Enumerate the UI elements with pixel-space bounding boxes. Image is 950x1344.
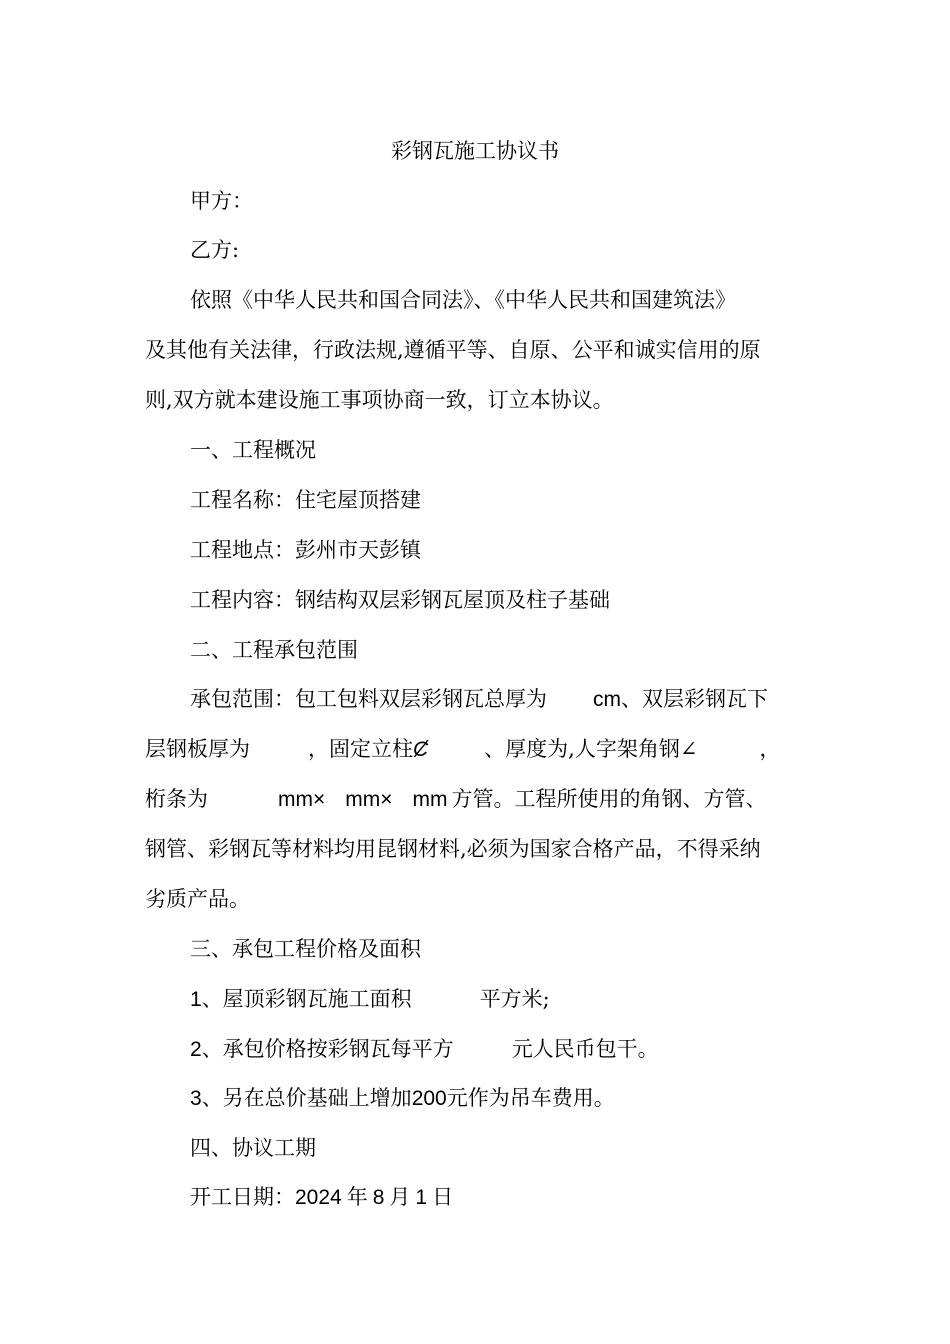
- scope-text: 桁条为: [145, 787, 208, 811]
- item-text: 元作为吊车费用。: [446, 1086, 615, 1110]
- scope-text: 层钢板厚为: [145, 737, 250, 761]
- scope-line-1: [0, 684, 950, 715]
- project-content: 工程内容：钢结构双层彩钢瓦屋顶及柱子基础: [190, 588, 610, 612]
- scope-text: ，固定立柱: [308, 737, 413, 761]
- scope-text: mm×: [278, 788, 326, 811]
- item-text: 、屋顶彩钢瓦施工面积: [201, 987, 412, 1011]
- scope-line-4: 钢管、彩钢瓦等材料均用昆钢材料,必须为国家合格产品，不得采纳: [145, 837, 761, 861]
- party-a: 甲方：: [190, 189, 253, 213]
- price-item-2: [0, 1034, 950, 1065]
- day-unit: 日: [432, 1185, 454, 1209]
- scope-line-2: [0, 734, 950, 765]
- project-name: 工程名称：住宅屋顶搭建: [190, 488, 421, 512]
- item-text: 元人民币包干。: [511, 1037, 659, 1061]
- preamble-line-3: 则,双方就本建设施工事项协商一致，订立本协议。: [145, 388, 614, 412]
- scope-text: mm: [412, 788, 448, 811]
- scope-text: mm×: [345, 788, 393, 811]
- start-date-label: 开工日期：: [190, 1185, 295, 1209]
- item-number: 2: [190, 1038, 202, 1061]
- item-text: 平方米;: [479, 987, 550, 1011]
- section-1-heading: 一、工程概况: [190, 438, 316, 462]
- diameter-symbol: Ȼ: [413, 738, 429, 761]
- preamble-line-2: 及其他有关法律，行政法规,遵循平等、自原、公平和诚实信用的原: [145, 338, 761, 362]
- scope-line-5: 劣质产品。: [145, 887, 250, 911]
- party-b: 乙方:: [190, 238, 240, 262]
- item-text: 、另在总价基础上增加: [201, 1086, 412, 1110]
- scope-text: 承包范围：包工包料双层彩钢瓦总厚为: [190, 687, 547, 711]
- section-2-heading: 二、工程承包范围: [190, 638, 358, 662]
- price-item-3: [0, 1083, 950, 1114]
- item-text: 、承包价格按彩钢瓦每平方: [201, 1037, 454, 1061]
- price-item-1: [0, 984, 950, 1015]
- scope-text: 方管。工程所使用的角钢、方管、: [451, 787, 767, 811]
- project-location: 工程地点：彭州市天彭镇: [190, 538, 421, 562]
- scope-line-3: [0, 784, 950, 815]
- section-3-heading: 三、承包工程价格及面积: [190, 937, 421, 961]
- start-month: 8: [372, 1186, 385, 1209]
- start-year: 2024: [295, 1186, 342, 1209]
- crane-fee-amount: 200: [411, 1087, 447, 1110]
- scope-text: ，: [759, 737, 781, 761]
- start-day: 1: [415, 1186, 428, 1209]
- year-unit: 年: [346, 1185, 368, 1209]
- scope-text: 、厚度为,人字架角钢∠: [484, 737, 698, 761]
- preamble-line-1: 依照《中华人民共和国合同法》、《中华人民共和国建筑法》: [190, 288, 736, 312]
- month-unit: 月: [389, 1185, 411, 1209]
- start-date: [0, 1182, 950, 1213]
- section-4-heading: 四、协议工期: [190, 1136, 316, 1160]
- scope-text: cm、双层彩钢瓦下: [593, 688, 768, 711]
- document-title: 彩钢瓦施工协议书: [391, 139, 559, 163]
- item-number: 3: [190, 1087, 202, 1110]
- item-number: 1: [190, 988, 202, 1011]
